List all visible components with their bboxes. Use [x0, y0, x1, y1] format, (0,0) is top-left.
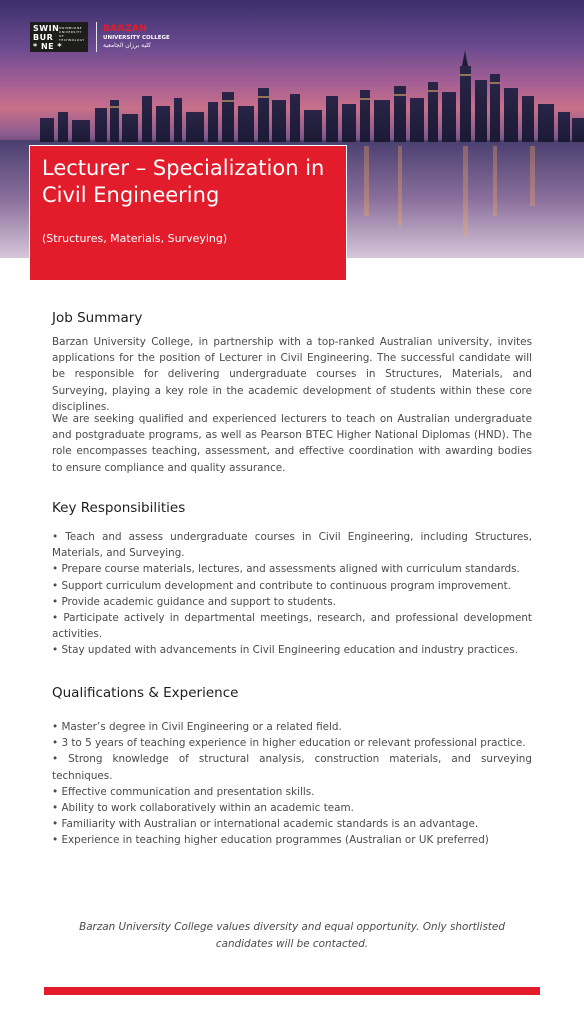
responsibilities-heading: Key Responsibilities: [52, 500, 186, 516]
list-item: • Stay updated with advancements in Civil Engineering education and industry practices.: [52, 642, 532, 658]
logo-text-line2: BUR: [33, 33, 54, 42]
job-summary-paragraph-1: Barzan University College, in partnership with a top-ranked Australian university, invites applications for the position of Lecturer in Civil Engineering. The successful candidate will be responsible for delivering undergraduate courses in Structures, Materials, and Surveying, playing a key role in the academic development of students within these core disciplines.: [52, 336, 532, 413]
job-title-box: [29, 145, 347, 281]
list-item: • Familiarity with Australian or international academic standards is an advantage.: [52, 816, 532, 832]
list-item: • Effective communication and presentation skills.: [52, 784, 532, 800]
closing-statement: Barzan University College values diversity and equal opportunity. Only shortlisted candidates will be contacted.: [79, 921, 505, 950]
list-item: • Provide academic guidance and support to students.: [52, 594, 532, 610]
list-item: • Ability to work collaboratively within an academic team.: [52, 800, 532, 816]
logo-divider: [96, 22, 97, 52]
barzan-brand: [103, 24, 170, 50]
responsibilities-list: [52, 529, 532, 659]
logo-text-line3: * NE *: [33, 42, 63, 51]
logo-small-text: SWINBURNE UNIVERSITY OF TECHNOLOGY: [59, 26, 85, 42]
job-summary-paragraph-2: We are seeking qualified and experienced lecturers to teach on Australian undergraduate and postgraduate programs, as well as Pearson BTEC Higher National Diplomas (HND). The role encompasses teaching, assessment, and effective coordination with awarding bodies to ensure compliance and quality assurance.: [52, 413, 532, 474]
brand-name: BARZAN: [103, 24, 148, 34]
logo-text-line1: SWIN: [33, 24, 60, 33]
list-item: • Strong knowledge of structural analysis, construction materials, and surveying techniques.: [52, 751, 532, 783]
list-item: • Participate actively in departmental meetings, research, and professional development activities.: [52, 610, 532, 642]
list-item: • 3 to 5 years of teaching experience in higher education or relevant professional practice.: [52, 735, 532, 751]
footer-accent-bar: [44, 987, 540, 995]
brand-arabic: كلية برزان الجامعية: [103, 42, 151, 49]
brand-subtitle: UNIVERSITY COLLEGE: [103, 35, 170, 41]
list-item: • Prepare course materials, lectures, and assessments aligned with curriculum standards.: [52, 561, 532, 577]
job-subtitle: (Structures, Materials, Surveying): [42, 232, 228, 245]
list-item: • Master’s degree in Civil Engineering or a related field.: [52, 719, 532, 735]
qualifications-heading: Qualifications & Experience: [52, 685, 239, 701]
job-title: Lecturer – Specialization in Civil Engineering: [42, 156, 325, 207]
list-item: • Teach and assess undergraduate courses in Civil Engineering, including Structures, Materials, and Surveying.: [52, 529, 532, 561]
swinburne-logo: [30, 22, 88, 52]
list-item: • Experience in teaching higher education programmes (Australian or UK preferred): [52, 832, 532, 848]
job-summary-heading: Job Summary: [52, 310, 143, 326]
list-item: • Support curriculum development and contribute to continuous program improvement.: [52, 578, 532, 594]
qualifications-list: [52, 719, 532, 849]
